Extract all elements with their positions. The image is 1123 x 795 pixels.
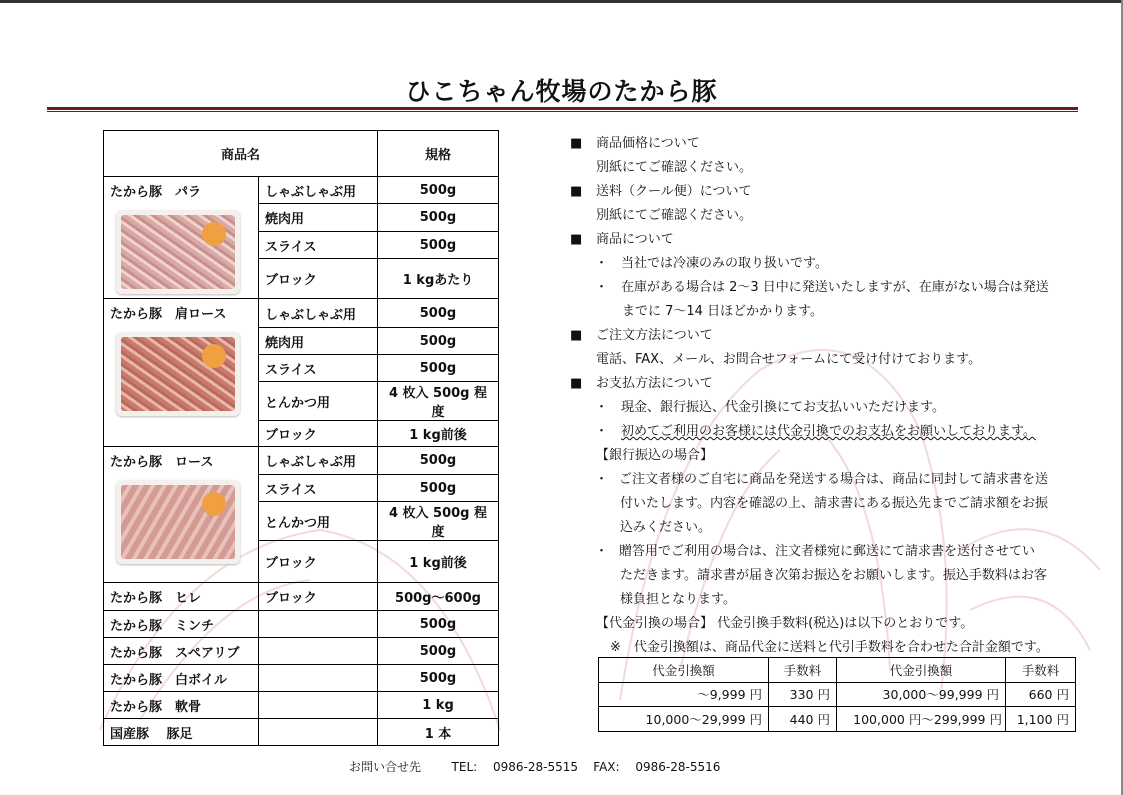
cod-amount: 100,000 円〜299,999 円 [837,707,1006,732]
product-photo-kata-loin [116,332,240,416]
title-rule-thin [47,111,1078,112]
spec: 500g [378,611,499,638]
table-row [104,692,499,719]
product-photo-bara [116,210,240,294]
table-row [104,583,499,611]
section-heading [570,180,1090,204]
spec: 500g [378,447,499,475]
cut-type: とんかつ用 [259,502,378,541]
cut-type [259,692,378,719]
spec: 1 本 [378,719,499,746]
product-cell [104,299,259,447]
cut-type: スライス [259,475,378,502]
product-name: 国産豚 豚足 [104,719,259,746]
item-text: 現金、銀行振込、代金引換にてお支払いいただけます。 [621,400,945,415]
header-fee: 手数料 [1006,658,1076,683]
page-title: ひこちゃん牧場のたから豚 [405,77,718,106]
cod-fee-table [598,657,1076,732]
fee-header-row [599,658,1076,683]
spec: 500g [378,299,499,328]
cod-amount: 30,000〜99,999 円 [837,682,1006,707]
item-text: 在庫がある場合は 2〜3 日中に発送いたしますが、在庫がない場合は発送 [621,280,1049,295]
square-bullet-icon: ■ [570,328,583,343]
spec: 4 枚入 500g 程度 [378,502,499,541]
cut-type: ブロック [259,259,378,299]
label-sticker-icon [202,222,226,246]
product-cell [104,177,259,299]
list-item [570,540,1090,564]
square-bullet-icon: ■ [570,184,583,199]
square-bullet-icon: ■ [570,232,583,247]
fee: 330 円 [769,682,837,707]
section-heading [570,372,1090,396]
top-border [0,0,1123,3]
tel-number: TEL: 0986-28-5515 [451,760,578,774]
table-row [104,299,499,328]
square-bullet-icon: ■ [570,376,583,391]
product-name: たから豚 肩ロース [110,307,227,322]
section-heading [570,324,1090,348]
item-text: 当社では冷凍のみの取り扱いです。 [621,256,828,271]
cut-type: とんかつ用 [259,382,378,421]
spec: 500g [378,177,499,204]
cod-amount: 10,000〜29,999 円 [599,707,769,732]
cut-type: スライス [259,232,378,259]
product-name: たから豚 軟骨 [104,692,259,719]
item-text: までに 7〜14 日ほどかかります。 [622,304,824,319]
header-spec: 規格 [378,131,499,177]
contact-label: お問い合せ先 [349,760,422,774]
spec: 1 kg [378,692,499,719]
product-cell [104,447,259,583]
spec: 4 枚入 500g 程度 [378,382,499,421]
item-text: ご注文者様のご自宅に商品を発送する場合は、商品に同封して請求書を送 [619,472,1049,487]
footer-contact [349,758,720,775]
heading-text: 商品について [596,232,674,247]
cut-type: しゃぶしゃぶ用 [259,177,378,204]
subheading-cod: 【代金引換の場合】 代金引換手数料(税込)は以下のとおりです。 [596,616,974,631]
heading-text: 送料（クール便）について [596,184,752,199]
dot-bullet-icon: ・ [595,544,609,559]
cut-type: ブロック [259,541,378,583]
cut-type: しゃぶしゃぶ用 [259,299,378,328]
cut-type [259,638,378,665]
fee-row [599,707,1076,732]
dot-bullet-icon: ・ [595,400,609,415]
spec: 500g [378,328,499,355]
item-text: 付いたします。内容を確認の上、請求書にある振込先までご請求額をお振 [620,496,1048,511]
cut-type: ブロック [259,583,378,611]
label-sticker-icon [202,344,226,368]
cut-type: しゃぶしゃぶ用 [259,447,378,475]
list-item [570,252,1090,276]
product-name: たから豚 スペアリブ [104,638,259,665]
table-row [104,638,499,665]
spec: 500g [378,204,499,232]
fee: 1,100 円 [1006,707,1076,732]
dot-bullet-icon: ・ [595,472,609,487]
product-table [103,130,499,746]
item-text: 様負担となります。 [620,592,736,607]
spec: 500g〜600g [378,583,499,611]
title-rule [47,107,1078,110]
spec: 500g [378,355,499,382]
table-row [104,611,499,638]
section-heading [570,228,1090,252]
spec: 1 kg前後 [378,541,499,583]
fax-number: FAX: 0986-28-5516 [593,760,721,774]
spec: 1 kgあたり [378,259,499,299]
table-row [104,447,499,475]
cut-type [259,665,378,692]
item-text-underlined: 初めてご利用のお客様には代金引換でのお支払をお願いしております。 [621,424,1036,439]
table-row [104,177,499,204]
item-text: 贈答用でご利用の場合は、注文者様宛に郵送にて請求書を送付させてい [619,544,1036,559]
header-fee: 手数料 [769,658,837,683]
section-heading [570,132,1090,156]
cut-type: 焼肉用 [259,328,378,355]
label-sticker-icon [202,492,226,516]
product-name: たから豚 ロース [110,455,214,470]
list-item [570,468,1090,492]
info-text: 別紙にてご確認ください。 [596,160,753,175]
table-header-row [104,131,499,177]
product-name: たから豚 ヒレ [104,583,259,611]
header-cod-amount: 代金引換額 [599,658,769,683]
list-item [570,420,1090,444]
dot-bullet-icon: ・ [595,424,609,439]
info-text: 別紙にてご確認ください。 [596,208,753,223]
list-item [570,276,1090,300]
item-text: 込みください。 [620,520,712,535]
fee: 440 円 [769,707,837,732]
heading-text: ご注文方法について [596,328,713,343]
cod-amount: 〜9,999 円 [599,682,769,707]
header-cod-amount: 代金引換額 [837,658,1006,683]
item-text: ただきます。請求書が届き次第お振込をお願いします。振込手数料はお客 [620,568,1047,583]
spec: 500g [378,475,499,502]
dot-bullet-icon: ・ [595,256,609,271]
product-name: たから豚 ミンチ [104,611,259,638]
fee: 660 円 [1006,682,1076,707]
spec: 500g [378,232,499,259]
cut-type: ブロック [259,421,378,447]
product-name: たから豚 白ボイル [104,665,259,692]
cut-type: スライス [259,355,378,382]
product-name: たから豚 パラ [110,185,202,200]
cod-note: ※ 代金引換額は、商品代金に送料と代引手数料を合わせた合計金額です。 [610,640,1049,655]
list-item [570,396,1090,420]
cut-type [259,719,378,746]
subheading-bank: 【銀行振込の場合】 [596,448,714,463]
product-photo-loin [116,480,240,564]
cut-type: 焼肉用 [259,204,378,232]
cut-type [259,611,378,638]
table-row [104,665,499,692]
info-text: 電話、FAX、メール、お問合せフォームにて受け付けております。 [596,352,982,367]
fee-row [599,682,1076,707]
info-section [570,132,1090,660]
spec: 500g [378,665,499,692]
table-row [104,719,499,746]
header-product-name: 商品名 [104,131,378,177]
heading-text: 商品価格について [596,136,700,151]
square-bullet-icon: ■ [570,136,583,151]
spec: 500g [378,638,499,665]
heading-text: お支払方法について [596,376,713,391]
dot-bullet-icon: ・ [595,280,609,295]
spec: 1 kg前後 [378,421,499,447]
